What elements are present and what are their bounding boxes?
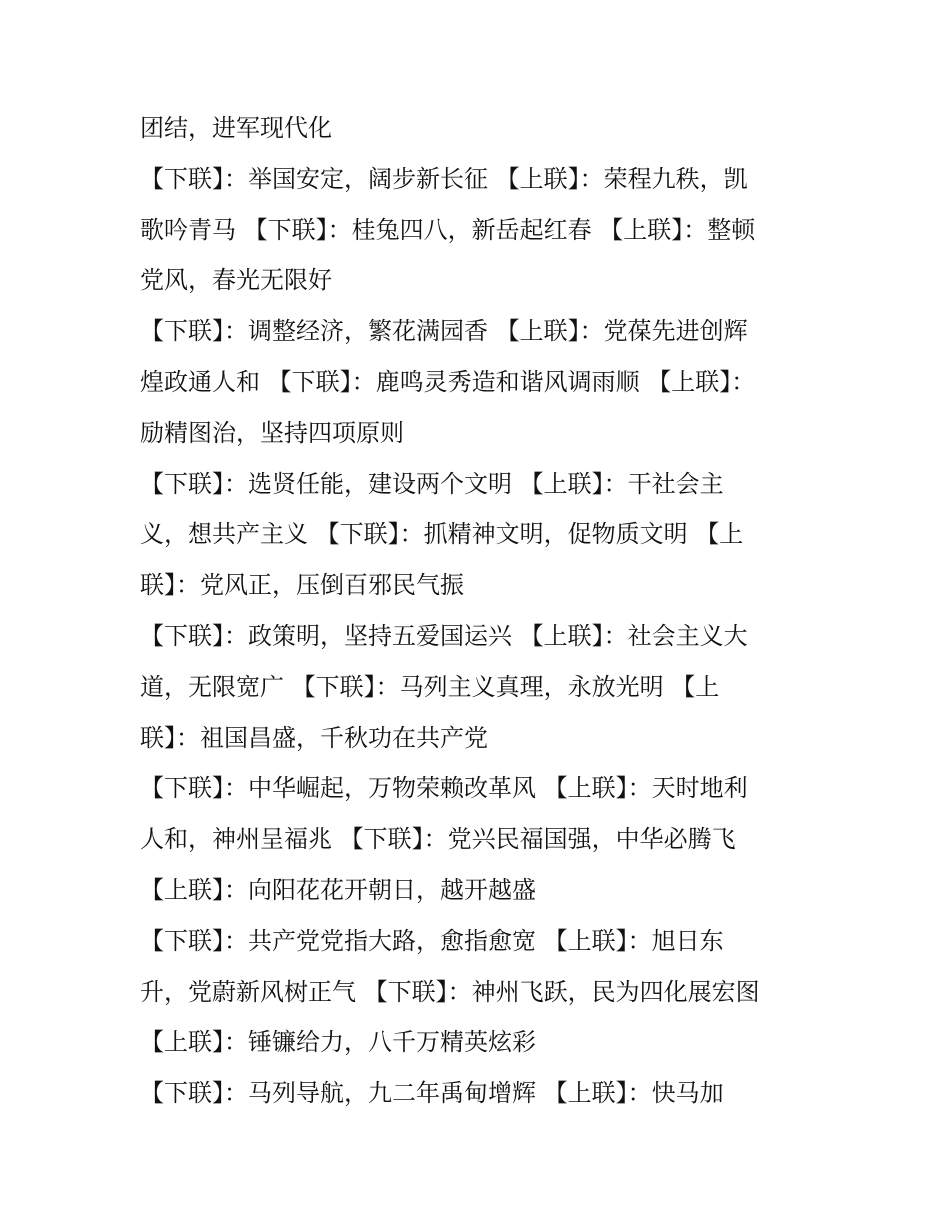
text-line: 【下联】：调整经济，繁花满园香 【上联】：党葆先进创辉	[140, 317, 748, 346]
text-line: 【下联】：举国安定，阔步新长征 【上联】：荣程九秩，凯	[140, 164, 748, 193]
document-body	[140, 103, 820, 1119]
text-line: 道，无限宽广 【下联】：马列主义真理，永放光明 【上	[140, 672, 720, 701]
text-line: 义，想共产主义 【下联】：抓精神文明，促物质文明 【上	[140, 520, 744, 549]
text-line: 【上联】：锤镰给力，八千万精英炫彩	[140, 1028, 536, 1057]
text-line: 煌政通人和 【下联】：鹿鸣灵秀造和谐风调雨顺 【上联】：	[140, 367, 756, 396]
text-line: 【下联】：马列导航，九二年禹甸增辉 【上联】：快马加	[140, 1079, 724, 1108]
text-line: 【下联】：政策明，坚持五爱国运兴 【上联】：社会主义大	[140, 621, 748, 650]
text-line: 团结，进军现代化	[140, 114, 332, 142]
text-line: 【下联】：共产党党指大路，愈指愈宽 【上联】：旭日东	[140, 926, 724, 955]
text-line: 联】：祖国昌盛，千秋功在共产党	[140, 723, 488, 752]
text-line: 【下联】：中华崛起，万物荣赖改革风 【上联】：天时地利	[140, 774, 748, 803]
text-line: 【下联】：选贤任能，建设两个文明 【上联】：干社会主	[140, 469, 724, 498]
text-line: 【上联】：向阳花花开朝日，越开越盛	[140, 875, 536, 904]
text-line: 党风，春光无限好	[140, 266, 332, 295]
text-line: 人和，神州呈福兆 【下联】：党兴民福国强，中华必腾飞	[140, 825, 736, 854]
text-line: 歌吟青马 【下联】：桂兔四八，新岳起红春 【上联】：整顿	[140, 215, 756, 244]
text-line: 联】：党风正，压倒百邪民气振	[140, 571, 464, 600]
text-line: 励精图治，坚持四项原则	[140, 418, 404, 447]
text-line: 升，党蔚新风树正气 【下联】：神州飞跃，民为四化展宏图	[140, 977, 760, 1006]
